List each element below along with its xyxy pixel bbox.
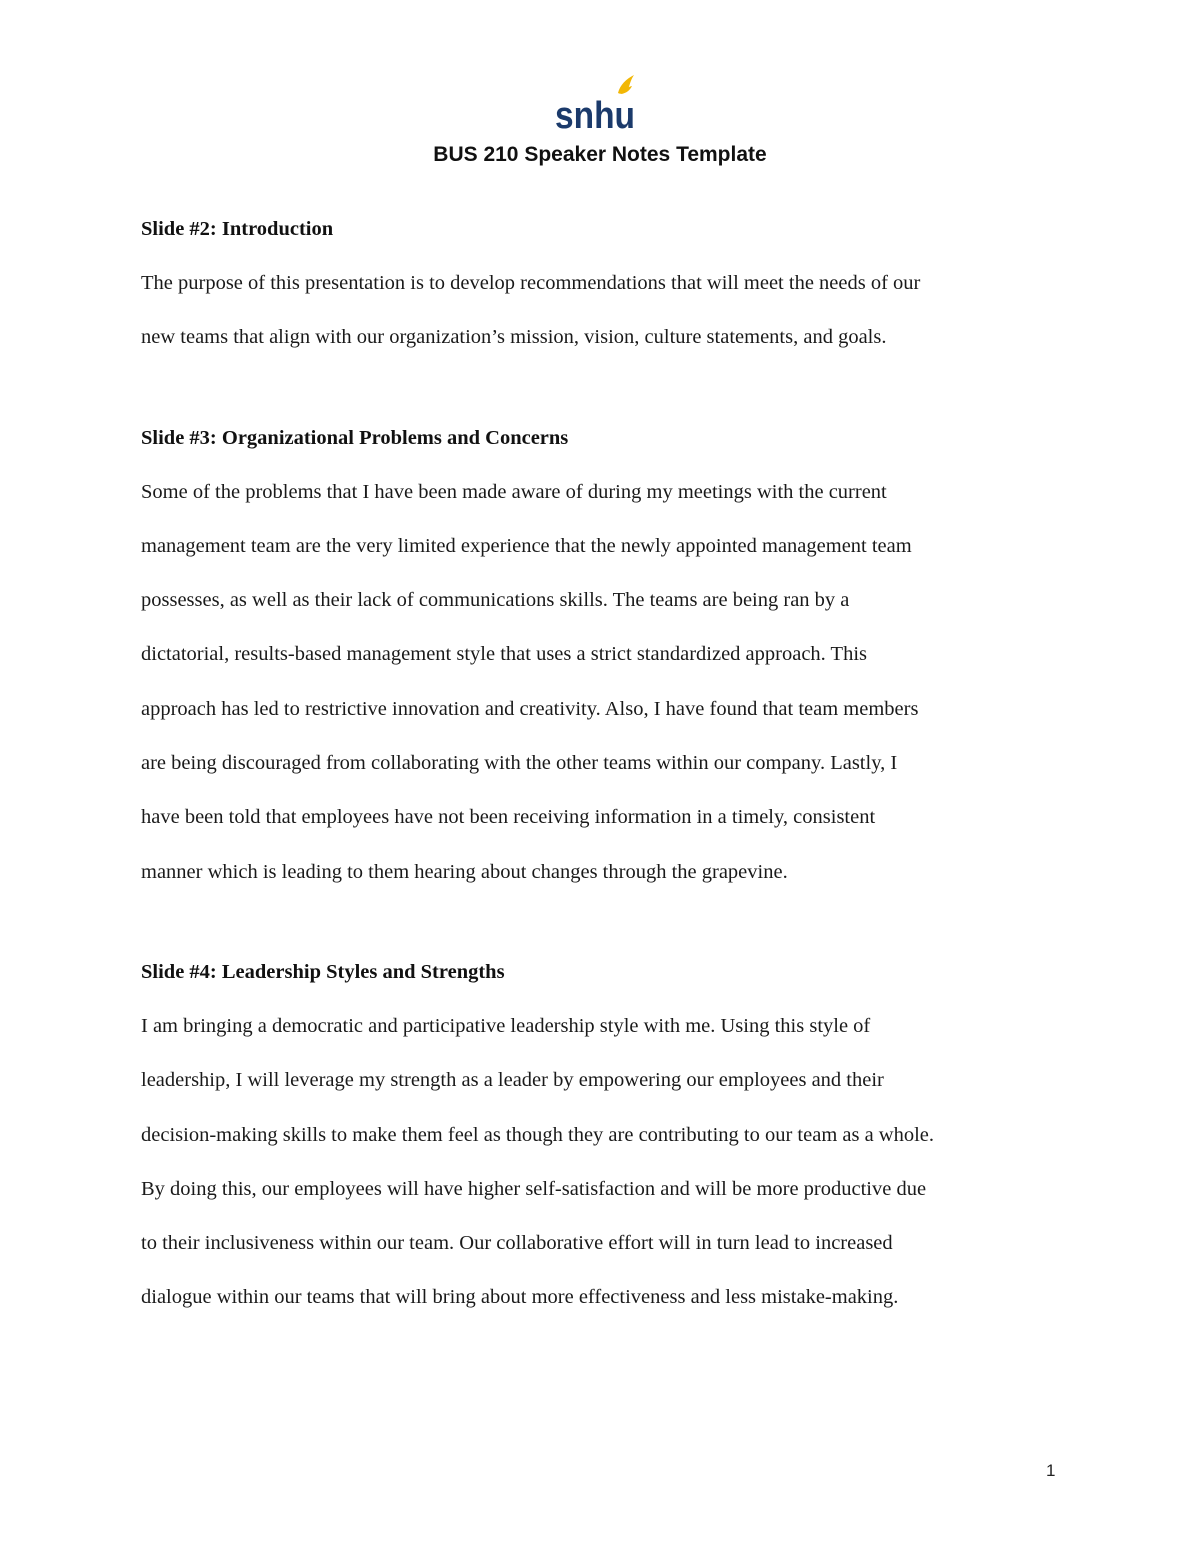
text-line: dictatorial, results-based management style that uses a strict standardized approach. This — [141, 643, 867, 666]
text-line: to their inclusiveness within our team. Our collaborative effort will in turn lead to increased — [141, 1232, 893, 1255]
text-line: Some of the problems that I have been made aware of during my meetings with the current — [141, 480, 887, 503]
section-heading: Slide #4: Leadership Styles and Strengths — [141, 960, 505, 983]
text-line: The purpose of this presentation is to develop recommendations that will meet the needs of our — [141, 272, 921, 294]
page-number: 1 — [1046, 1461, 1056, 1480]
section-leadership-styles — [141, 955, 1071, 1325]
text-line: I am bringing a democratic and participative leadership style with me. Using this style of — [141, 1014, 871, 1037]
section-heading: Slide #2: Introduction — [141, 218, 334, 240]
section-spacer — [141, 365, 1071, 421]
section-introduction — [141, 212, 1071, 365]
text-line: leadership, I will leverage my strength as a leader by empowering our employees and their — [141, 1069, 884, 1092]
section-spacer — [141, 899, 1071, 955]
section-paragraph — [141, 999, 1071, 1325]
section-paragraph — [141, 465, 1071, 899]
text-line: new teams that align with our organization’s mission, vision, culture statements, and goals. — [141, 326, 887, 349]
snhu-logo-graphic — [554, 73, 640, 131]
section-paragraph — [141, 256, 1071, 365]
text-line: manner which is leading to them hearing about changes through the grapevine. — [141, 860, 788, 883]
text-line: possesses, as well as their lack of communications skills. The teams are being ran by a — [141, 589, 850, 612]
text-line: have been told that employees have not been receiving information in a timely, consistent — [141, 806, 876, 829]
text-line: management team are the very limited experience that the newly appointed management team — [141, 534, 912, 557]
document-title: BUS 210 Speaker Notes Template — [433, 143, 767, 166]
text-line: are being discouraged from collaborating with the other teams within our company. Lastly, I — [141, 752, 898, 775]
snhu-logo — [554, 73, 640, 131]
text-line: By doing this, our employees will have higher self-satisfaction and will be more productive due — [141, 1177, 927, 1200]
section-organizational-problems — [141, 421, 1071, 899]
text-line: approach has led to restrictive innovation and creativity. Also, I have found that team members — [141, 697, 919, 720]
text-line: dialogue within our teams that will bring about more effectiveness and less mistake-making. — [141, 1286, 899, 1309]
text-line: decision-making skills to make them feel as though they are contributing to our team as a whole. — [141, 1123, 935, 1146]
logo-wordmark: snhu — [555, 95, 635, 131]
document-body — [141, 212, 1071, 1325]
section-heading: Slide #3: Organizational Problems and Concerns — [141, 426, 569, 449]
